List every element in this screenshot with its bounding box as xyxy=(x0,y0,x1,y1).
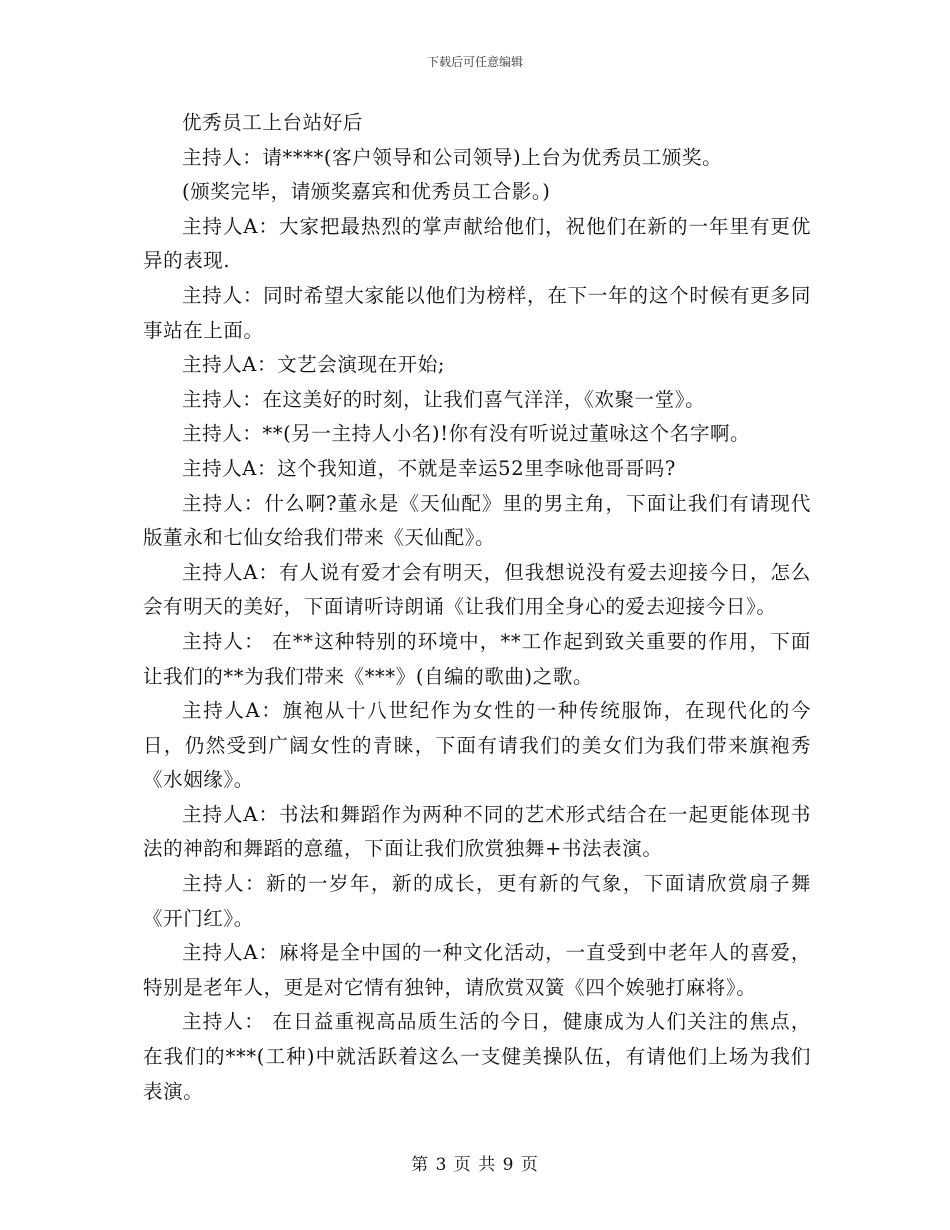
paragraph: 主持人A：旗袍从十八世纪作为女性的一种传统服饰，在现代化的今日，仍然受到广阔女性的青睐，下面有请我们的美女们为我们带来旗袍秀《水姻缘》。 xyxy=(143,699,811,792)
paragraph: 主持人： 在**这种特别的环境中，**工作起到致关重要的作用，下面让我们的**为我们带来《***》(自编的歌曲)之歌。 xyxy=(143,629,811,688)
paragraph: 主持人：同时希望大家能以他们为榜样，在下一年的这个时候有更多同事站在上面。 xyxy=(143,283,811,342)
paragraph: 主持人：新的一岁年，新的成长，更有新的气象，下面请欣赏扇子舞《开门红》。 xyxy=(143,872,811,930)
paragraph: 主持人：什么啊?董永是《天仙配》里的男主角，下面让我们有请现代版董永和七仙女给我们带来《天仙配》。 xyxy=(143,491,811,550)
paragraph: 主持人A：麻将是全中国的一种文化活动，一直受到中老年人的喜爱，特别是老年人，更是对它情有独钟，请欣赏双簧《四个娭驰打麻将》。 xyxy=(143,941,811,999)
paragraph: 优秀员工上台站好后 xyxy=(182,111,363,134)
paragraph: 主持人A：有人说有爱才会有明天，但我想说没有爱去迎接今日，怎么会有明天的美好，下面请听诗朗诵《让我们用全身心的爱去迎接今日》。 xyxy=(143,560,811,619)
paragraph: 主持人： 在日益重视高品质生活的今日，健康成为人们关注的焦点，在我们的***(工种)中就活跃着这么一支健美操队伍，有请他们上场为我们表演。 xyxy=(143,1010,811,1103)
paragraph: 主持人A：大家把最热烈的掌声献给他们，祝他们在新的一年里有更优异的表现. xyxy=(143,214,811,273)
paragraph: (颁奖完毕，请颁奖嘉宾和优秀员工合影。) xyxy=(182,180,551,204)
paragraph: 主持人：**(另一主持人小名)!你有没有听说过董咏这个名字啊。 xyxy=(182,422,751,446)
page-footer: 第 3 页 共 9 页 xyxy=(411,1155,539,1175)
paragraph: 主持人A：书法和舞蹈作为两种不同的艺术形式结合在一起更能体现书法的神韵和舞蹈的意蕴，下面让我们欣赏独舞+书法表演。 xyxy=(143,802,811,861)
paragraph: 主持人A：这个我知道，不就是幸运52里李咏他哥哥吗? xyxy=(182,456,676,480)
page-header: 下载后可任意编辑 xyxy=(426,55,523,69)
paragraph: 主持人：请****(客户领导和公司领导)上台为优秀员工颁奖。 xyxy=(182,145,723,169)
document-body xyxy=(143,106,811,1109)
paragraph: 主持人：在这美好的时刻，让我们喜气洋洋，《欢聚一堂》。 xyxy=(182,387,706,411)
paragraph: 主持人A：文艺会演现在开始; xyxy=(182,353,446,377)
